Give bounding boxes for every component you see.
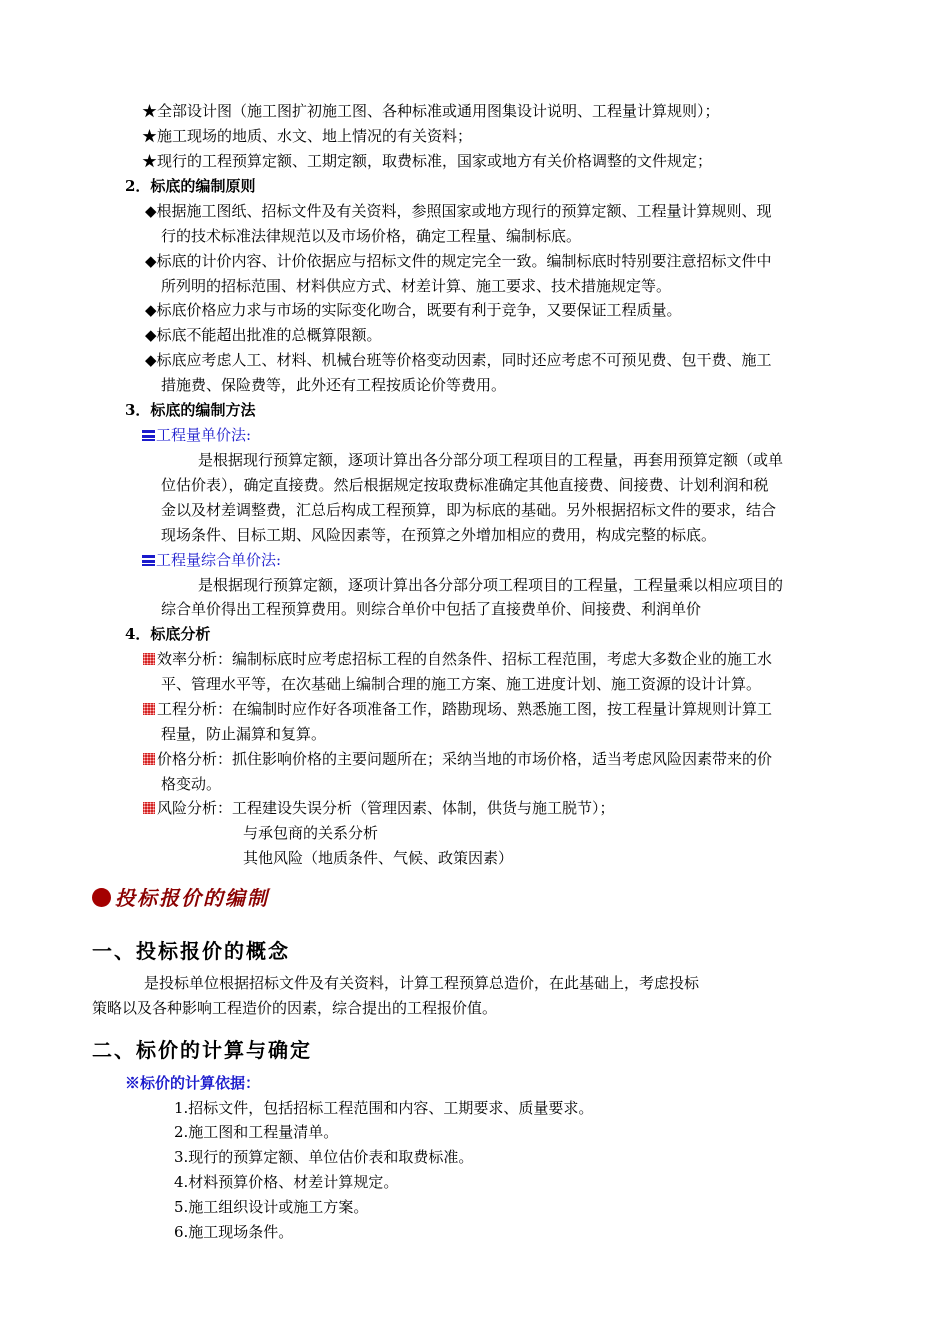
principle-line: ◆标底的计价内容、计价依据应与招标文件的规定完全一致。编制标底时特别要注意招标文件中 <box>145 252 772 270</box>
analysis-efficiency <box>143 649 772 669</box>
heading-bid-concept: 一、投标报价的概念 <box>92 939 290 963</box>
method-composite-label: 工程量综合单价法: <box>156 551 282 569</box>
analysis-text: 价格分析：抓住影响价格的主要问题所在；采纳当地的市场价格，适当考虑风险因素带来的价 <box>157 750 773 768</box>
red-square-bullet-icon <box>143 653 155 665</box>
method-composite-title <box>142 550 281 570</box>
basis-item: 2.施工图和工程量清单。 <box>174 1123 339 1141</box>
requirement-site-data: ★施工现场的地质、水文、地上情况的有关资料； <box>142 127 473 145</box>
principle-line: ◆根据施工图纸、招标文件及有关资料，参照国家或地方现行的预算定额、工程量计算规则、现 <box>145 202 772 220</box>
principle-line: ◆标底应考虑人工、材料、机械台班等价格变动因素，同时还应考虑不可预见费、包干费、施工 <box>145 351 772 369</box>
heading-analysis: 4．标底分析 <box>125 625 211 643</box>
analysis-engineering <box>143 699 772 719</box>
principle-line: 所列明的招标范围、材料供应方式、材差计算、施工要求、技术措施规定等。 <box>161 277 672 295</box>
method-text-line: 金以及材差调整费，汇总后构成工程预算，即为标底的基础。另外根据招标文件的要求，结合 <box>161 501 777 519</box>
section-title <box>92 882 269 911</box>
analysis-text: 程量，防止漏算和复算。 <box>161 725 327 743</box>
method-text-line: 位估价表），确定直接费。然后根据规定按取费标准确定其他直接费、间接费、计划利润和税 <box>161 476 769 494</box>
red-square-bullet-icon <box>143 703 155 715</box>
basis-item: 6.施工现场条件。 <box>174 1223 294 1241</box>
section-title-text: 投标报价的编制 <box>115 886 269 910</box>
requirement-design-drawings: ★全部设计图（施工图扩初施工图、各种标准或通用图集设计说明、工程量计算规则）； <box>142 102 720 120</box>
double-bar-icon <box>142 555 155 566</box>
principle-line: ◆标底价格应力求与市场的实际变化吻合，既要有利于竞争，又要保证工程质量。 <box>145 301 682 319</box>
concept-line: 是投标单位根据招标文件及有关资料，计算工程预算总造价，在此基础上，考虑投标 <box>144 974 700 992</box>
double-bar-icon <box>142 430 155 441</box>
analysis-price <box>143 749 772 769</box>
red-square-bullet-icon <box>143 753 155 765</box>
red-square-bullet-icon <box>143 802 155 814</box>
principle-line: 行的技术标准法律规范以及市场价格，确定工程量、编制标底。 <box>161 227 582 245</box>
method-unit-price-label: 工程量单价法: <box>156 426 252 444</box>
basis-item: 4.材料预算价格、材差计算规定。 <box>174 1173 399 1191</box>
heading-bid-calculation: 二、标价的计算与确定 <box>92 1038 312 1062</box>
method-text-line: 是根据现行预算定额，逐项计算出各分部分项工程项目的工程量，工程量乘以相应项目的 <box>198 576 784 594</box>
basis-item: 5.施工组织设计或施工方案。 <box>174 1198 369 1216</box>
analysis-risk <box>143 798 615 818</box>
basis-title: ※标价的计算依据： <box>125 1074 261 1092</box>
requirement-norms: ★现行的工程预算定额、工期定额，取费标准，国家或地方有关价格调整的文件规定； <box>142 152 713 170</box>
heading-principles: 2．标底的编制原则 <box>125 177 256 195</box>
principle-line: 措施费、保险费等，此外还有工程按质论价等费用。 <box>161 376 507 394</box>
basis-item: 3.现行的预算定额、单位估价表和取费标准。 <box>174 1148 474 1166</box>
analysis-text: 与承包商的关系分析 <box>243 824 379 842</box>
method-unit-price-title <box>142 425 251 445</box>
analysis-text: 风险分析：工程建设失误分析（管理因素、体制，供货与施工脱节）； <box>157 799 615 817</box>
analysis-text: 其他风险（地质条件、气候、政策因素） <box>243 849 514 867</box>
analysis-text: 工程分析：在编制时应作好各项准备工作，踏勘现场、熟悉施工图，按工程量计算规则计算工 <box>157 700 773 718</box>
analysis-text: 平、管理水平等，在次基础上编制合理的施工方案、施工进度计划、施工资源的设计计算。 <box>161 675 762 693</box>
method-text-line: 现场条件、目标工期、风险因素等，在预算之外增加相应的费用，构成完整的标底。 <box>161 526 717 544</box>
analysis-text: 效率分析：编制标底时应考虑招标工程的自然条件、招标工程范围，考虑大多数企业的施工水 <box>157 650 773 668</box>
method-text-line: 综合单价得出工程预算费用。则综合单价中包括了直接费单价、间接费、利润单价 <box>161 600 702 618</box>
method-text-line: 是根据现行预算定额，逐项计算出各分部分项工程项目的工程量，再套用预算定额（或单 <box>198 451 784 469</box>
concept-line: 策略以及各种影响工程造价的因素，综合提出的工程报价值。 <box>92 999 498 1017</box>
analysis-text: 格变动。 <box>161 775 222 793</box>
red-dot-bullet-icon <box>92 888 111 907</box>
heading-methods: 3．标底的编制方法 <box>125 401 256 419</box>
basis-item: 1.招标文件，包括招标工程范围和内容、工期要求、质量要求。 <box>174 1099 594 1117</box>
principle-line: ◆标底不能超出批准的总概算限额。 <box>145 326 382 344</box>
